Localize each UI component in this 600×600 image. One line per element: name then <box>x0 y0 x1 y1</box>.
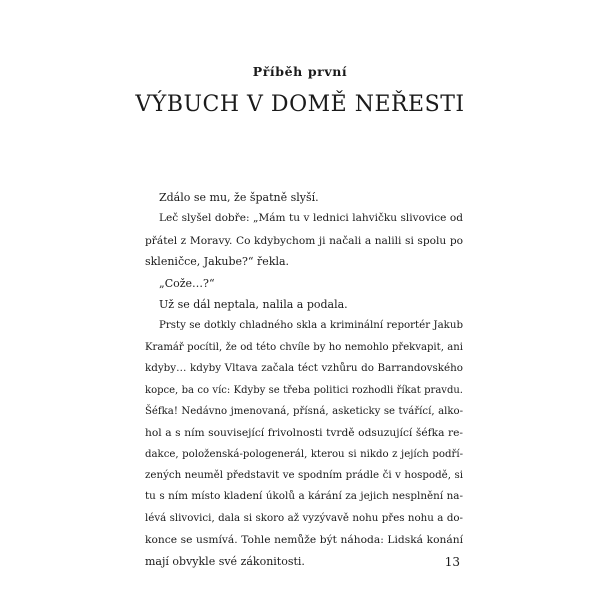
text-line: skleničce, Jakube?“ řekla. <box>145 255 290 269</box>
text-line: tu s ním místo kladení úkolů a kárání za jejich nesplnění na- <box>145 490 463 503</box>
text-line: přátel z Moravy. Co kdybychom ji načali a nalili si spolu po <box>145 233 463 247</box>
body-text <box>145 187 463 572</box>
text-line: Leč slyšel dobře: „Mám tu v lednici lahvičku slivovice od <box>159 212 463 225</box>
text-line: zených neuměl představit ve spodním prádle či v hospodě, si <box>145 469 463 482</box>
page-number: 13 <box>444 555 460 569</box>
text-line: Zdálo se mu, že špatně slyší. <box>159 191 319 204</box>
text-line: Šéfka! Nedávno jmenovaná, přísná, asketicky se tvářící, alko- <box>145 405 463 417</box>
text-line: kopce, ba co víc: Kdyby se třeba politici rozhodli říkat pravdu. <box>145 384 463 396</box>
chapter-title: VÝBUCH V DOMĚ NEŘESTI <box>135 92 465 117</box>
text-line: lévá slivovici, dala si skoro až vyzývavě nohu přes nohu a do- <box>145 511 463 524</box>
text-line: Prsty se dotkly chladného skla a kriminální reportér Jakub <box>159 320 463 332</box>
text-line: dakce, položenská-pologenerál, kterou si nikdo z jejích podří- <box>145 448 463 460</box>
text-line: „Cože…?“ <box>159 276 215 290</box>
text-line: hol a s ním související frivolnosti tvrdě odsuzující šéfka re- <box>145 426 463 440</box>
text-line: mají obvykle své zákonitosti. <box>145 554 305 568</box>
text-line: kdyby… kdyby Vltava začala téct vzhůru do Barrandovského <box>145 362 463 375</box>
text-line: Už se dál neptala, nalila a podala. <box>159 297 348 311</box>
text-line: konce se usmívá. Tohle nemůže být náhoda: Lidská konání <box>145 533 463 547</box>
text-line: Kramář pocítil, že od této chvíle by ho nemohlo překvapit, ani <box>145 341 463 353</box>
chapter-label: Příběh první <box>252 64 348 79</box>
